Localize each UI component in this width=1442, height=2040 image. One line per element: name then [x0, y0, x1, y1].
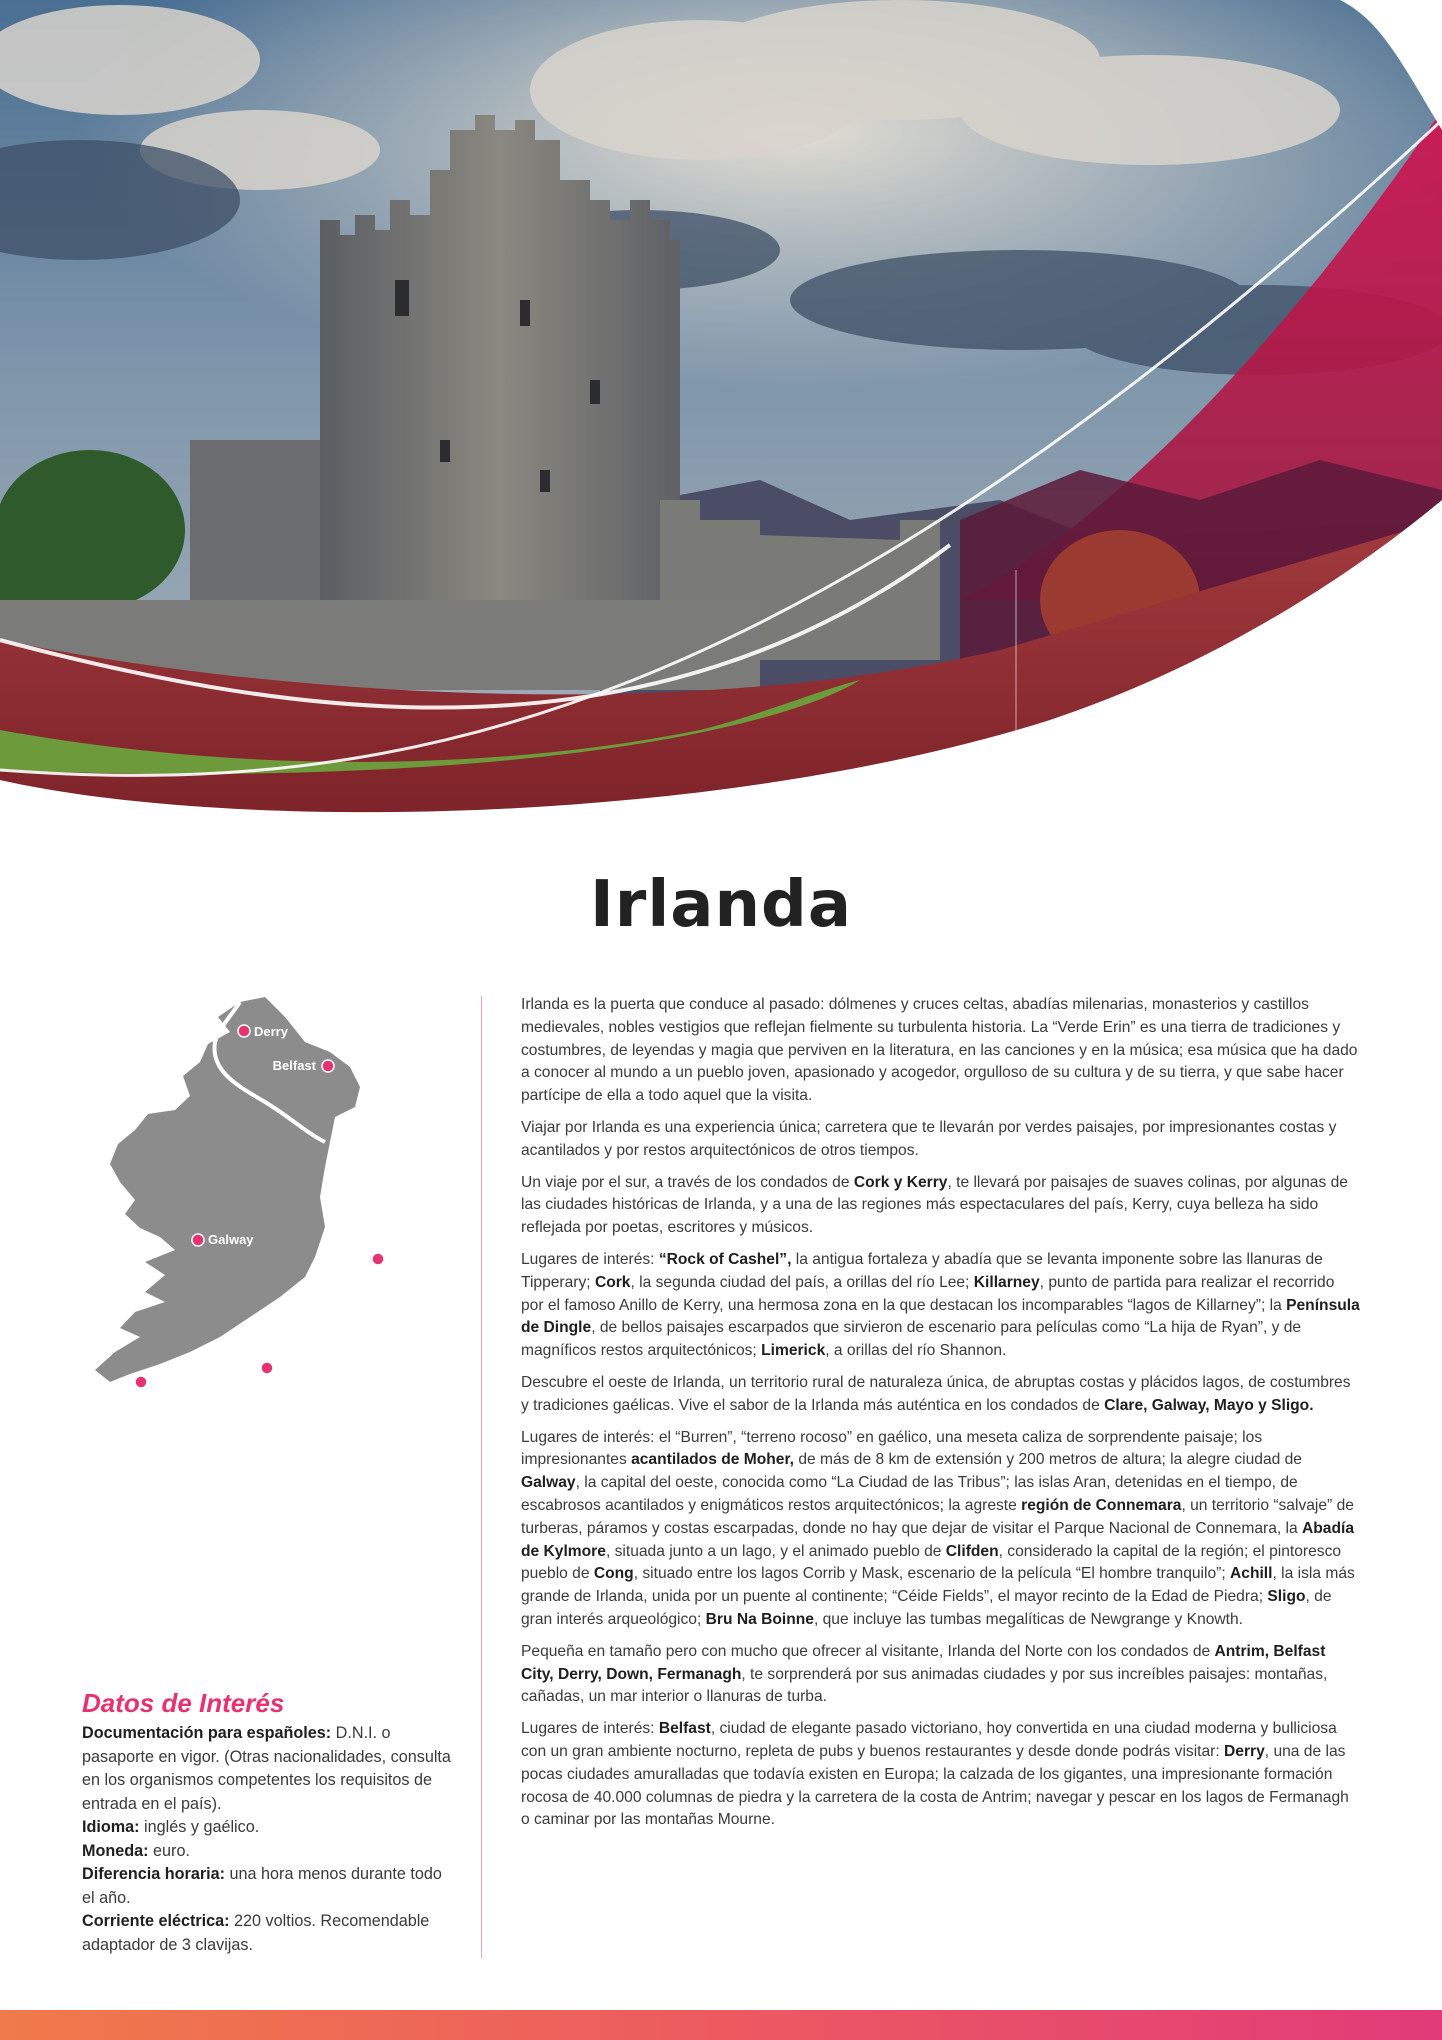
datos-item-corriente-electrica: Corriente eléctrica: 220 voltios. Recomendable adaptador de 3 clavijas. — [82, 1912, 430, 1954]
article-paragraph: Lugares de interés: Belfast, ciudad de elegante pasado victoriano, hoy convertida en una ciudad moderna y bulliciosa con un gran ambiente nocturno, repleta de pubs y buenos restaurantes y desde donde podrás visitar: Derry, una de las pocas ciudades amuralladas que todavía existen en Europa; la calzada de los gigantes, una impresionante formación rocosa de 40.000 columnas de piedra y la carretera de la costa de Antrim; navegar y pescar en los lagos de Fermanagh o caminar por las montañas Mourne. — [521, 1720, 1349, 1829]
city-label-cork: Cork — [225, 1360, 255, 1375]
ireland-landmass — [95, 997, 360, 1382]
galway-marker — [192, 1234, 204, 1246]
article-paragraph: Viajar por Irlanda es una experiencia única; carretera que te llevarán por verdes paisajes, por impresionantes costas y acantilados y por restos arquitectónicos de otros tiempos. — [521, 1118, 1337, 1159]
datos-item-moneda: Moneda: euro. — [82, 1841, 190, 1860]
killarney-marker — [135, 1376, 147, 1388]
datos-item-idioma: Idioma: inglés y gaélico. — [82, 1818, 260, 1836]
article-paragraph: Descubre el oeste de Irlanda, un territorio rural de naturaleza única, de abruptas costas y plácidos lagos, de costumbres y tradiciones gaélicas. Vive el sabor de la Irlanda más auténtica en los condados de Clare, Galway, Mayo y Sligo. — [521, 1373, 1351, 1414]
city-label-dublin: Dublín — [325, 1251, 366, 1266]
datos-de-interes — [82, 1686, 452, 1957]
belfast-marker — [322, 1060, 334, 1072]
datos-item-diferencia-horaria: Diferencia horaria: una hora menos durante todo el año. — [82, 1865, 442, 1907]
derry-marker — [238, 1025, 250, 1037]
city-label-derry: Derry — [254, 1024, 288, 1039]
city-label-galway: Galway — [208, 1232, 254, 1247]
cork-marker — [261, 1362, 273, 1374]
article-paragraph: Lugares de interés: “Rock of Cashel”, la antigua fortaleza y abadía que se levanta imponente sobre las llanuras de Tipperary; Cork, la segunda ciudad del país, a orillas del río Lee; Killarney, punto de partida para realizar el recorrido por el famoso Anillo de Kerry, una hermosa zona en la que destacan los incomparables “lagos de Killarney”; la Península de Dingle, de bellos paisajes escarpados que sirvieron de escenario para películas como “La hija de Ryan”, y de magníficos restos arquitectónicos; Limerick, a orillas del río Shannon. — [521, 1250, 1360, 1360]
page-title: Irlanda — [589, 868, 853, 942]
article-paragraph: Un viaje por el sur, a través de los condados de Cork y Kerry, te llevará por paisajes de suaves colinas, por algunas de las ciudades históricas de Irlanda, y a una de las regiones más espectaculares del país, Kerry, cuya belleza ha sido reflejada por poetas, escritores y músicos. — [521, 1173, 1348, 1237]
datos-heading: Datos de Interés — [82, 1688, 285, 1718]
article-paragraph: Pequeña en tamaño pero con mucho que ofrecer al visitante, Irlanda del Norte con los condados de Antrim, Belfast City, Derry, Down, Fermanagh, te sorprenderá por sus animadas ciudades y por sus increíbles paisajes: montañas, cañadas, un mar interior o llanuras de turba. — [521, 1642, 1328, 1706]
footer-gradient-bar — [0, 2010, 1442, 2040]
hero-photo — [0, 0, 1442, 830]
ireland-map — [90, 992, 440, 1442]
article-paragraph: Irlanda es la puerta que conduce al pasado: dólmenes y cruces celtas, abadías milenarias, monasterios y castillos medievales, nobles vestigios que reflejan fielmente su turbulenta historia. La “Verde Erin” es una tierra de tradiciones y costumbres, de leyendas y magia que perviven en la literatura, en las canciones y en la música; esa música que ha dado a conocer al mundo a un pueblo joven, apasionado y acogedor, orgulloso de su cultura y de su tierra, y que sabe hacer partícipe de ella a todo aquel que la visita. — [521, 996, 1358, 1105]
dublin-marker — [372, 1253, 384, 1265]
column-divider — [481, 996, 482, 1958]
city-label-killarney: Killarney — [151, 1369, 206, 1384]
article-paragraph: Lugares de interés: el “Burren”, “terreno rocoso” en gaélico, una meseta caliza de sorprendente paisaje; los impresionantes acantilados de Moher, de más de 8 km de extensión y 200 metros de altura; la alegre ciudad de Galway, la capital del oeste, conocida como “La Ciudad de las Tribus”; las islas Aran, detenidas en el tiempo, de escabrosos acantilados y enigmáticos restos arquitectónicos; la agreste región de Connemara, un territorio “salvaje” de turberas, páramos y costas escarpadas, donde no hay que dejar de visitar el Parque Nacional de Connemara, la Abadía de Kylmore, situada junto a un lago, y el animado pueblo de Clifden, considerado la capital de la región; el pintoresco pueblo de Cong, situado entre los lagos Corrib y Mask, escenario de la película “El hombre tranquilo”; Achill, la isla más grande de Irlanda, unida por un puente al continente; “Céide Fields”, el mayor recinto de la Edad de Piedra; Sligo, de gran interés arqueológico; Bru Na Boinne, que incluye las tumbas megalíticas de Newgrange y Knowth. — [521, 1428, 1355, 1628]
article-body — [521, 994, 1361, 1841]
city-label-belfast: Belfast — [272, 1058, 316, 1073]
datos-item-documentacion: Documentación para españoles: D.N.I. o pasaporte en vigor. (Otras nacionalidades, consulta en los organismos competentes los requisitos de entrada en el país). — [82, 1724, 451, 1813]
